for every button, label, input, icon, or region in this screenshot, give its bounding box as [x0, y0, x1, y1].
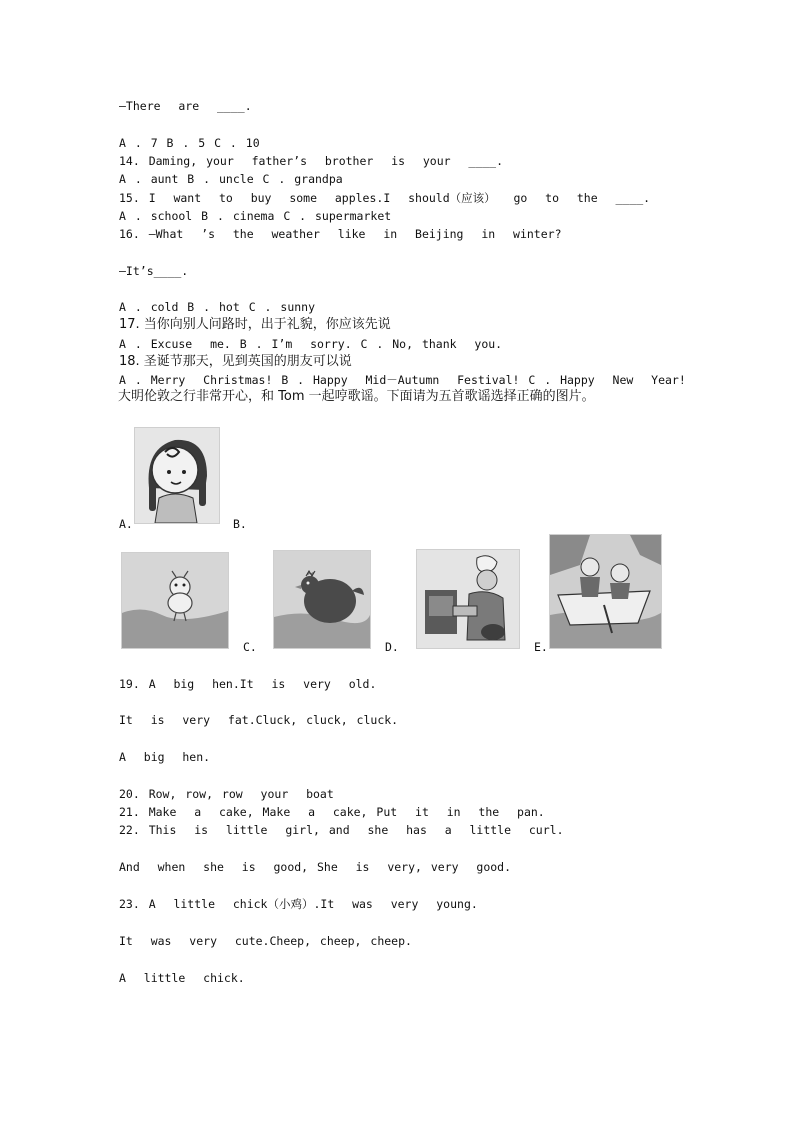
question-19-line-1: 19. A big hen.It is very old. — [119, 677, 377, 691]
boat-picture-icon — [549, 534, 662, 649]
question-23-line-3: A little chick. — [119, 971, 245, 985]
question-23-line-2: It was very cute.Cheep, cheep, cheep. — [119, 934, 412, 948]
question-15-stem: 15. I want to buy some apples.I should（应该） go to the ____. — [119, 191, 651, 205]
question-16-options: A . cold B . hot C . sunny — [119, 300, 316, 314]
baker-drawing — [417, 550, 519, 648]
question-14-options: A . aunt B . uncle C . grandpa — [119, 172, 343, 186]
question-19-line-2: It is very fat.Cluck, cluck, cluck. — [119, 713, 399, 727]
girl-picture-icon — [134, 427, 220, 524]
question-22-line-1: 22. This is little girl, and she has a little curl. — [119, 823, 564, 837]
option-label-a: A. — [119, 517, 133, 531]
option-label-b: B. — [233, 517, 247, 531]
option-label-e: E. — [534, 640, 548, 654]
option-label-d: D. — [385, 640, 399, 654]
chick-picture-icon — [121, 552, 229, 649]
chick-drawing — [122, 553, 228, 648]
question-17-options: A . Excuse me. B . I’m sorry. C . No, thank you. — [119, 337, 503, 351]
hen-picture-icon — [273, 550, 371, 649]
girl-drawing — [135, 428, 219, 523]
question-22-line-2: And when she is good, She is very, very good. — [119, 860, 512, 874]
question-15-options: A . school B . cinema C . supermarket — [119, 209, 392, 223]
question-23-line-1: 23. A little chick（小鸡）.It was very young. — [119, 897, 478, 911]
question-20: 20. Row, row, row your boat — [119, 787, 334, 801]
question-19-line-3: A big hen. — [119, 750, 211, 764]
option-label-c: C. — [243, 640, 257, 654]
question-18-stem: 18. 圣诞节那天，见到英国的朋友可以说 — [119, 354, 352, 369]
section-instructions: 大明伦敦之行非常开心，和 Tom 一起哼歌谣。下面请为五首歌谣选择正确的图片。 — [118, 389, 595, 404]
question-16-answer-line: —It’s____. — [119, 264, 189, 278]
question-17-stem: 17. 当你向别人问路时，出于礼貌，你应该先说 — [119, 317, 391, 332]
boat-drawing — [550, 535, 661, 648]
question-14-stem: 14. Daming, your father’s brother is your ____. — [119, 154, 504, 168]
baker-picture-icon — [416, 549, 520, 649]
question-21: 21. Make a cake, Make a cake, Put it in the pan. — [119, 805, 545, 819]
hen-drawing — [274, 551, 370, 648]
question-16-stem: 16. —What ’s the weather like in Beijing in winter? — [119, 227, 562, 241]
question-13-stem: —There are ____. — [119, 99, 252, 113]
question-13-options: A . 7 B . 5 C . 10 — [119, 136, 260, 150]
question-18-options: A . Merry Christmas! B . Happy Mid－Autumn Festival! C . Happy New Year! — [119, 373, 686, 387]
